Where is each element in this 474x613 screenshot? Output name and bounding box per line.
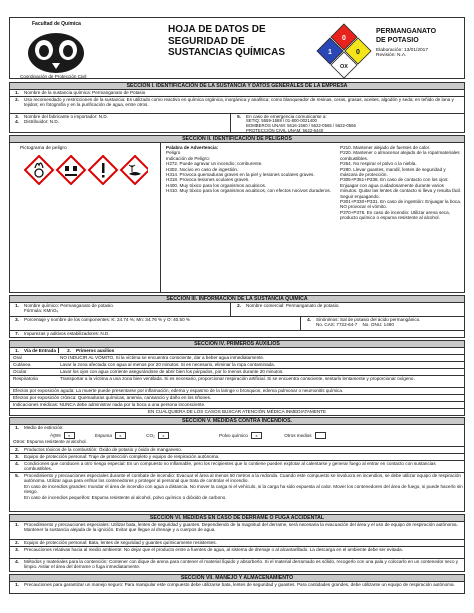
containment-methods: Métodos y materiales para la contención: Contener con dique de arena para contener el material líquido y absorberlo. Si el material derramado es sólido, recogerlo con una pala y colocarlo en un contenedor seco y limpio. Aislar el área del derrame o fuga inmediatamente. bbox=[24, 559, 459, 570]
environmental-precautions: Precauciones relativas hacia al medio ambiente: No dejar que el producto entre a fuentes de agua, al sistema de drenaje o al alcantarillado. La descarga en el ambiente debe ser evitada. bbox=[24, 547, 403, 552]
media-co2-checkbox: x bbox=[158, 432, 169, 439]
nfpa-diamond bbox=[316, 23, 372, 79]
section-2-header: SECCIÓN II. IDENTIFICACIÓN DE PELIGROS bbox=[9, 135, 465, 143]
setiq-phone: SETIQ: 5559-1588 / 01-800-0021400 bbox=[246, 118, 317, 124]
media-foam-checkbox: x bbox=[115, 432, 126, 439]
sec1-left-col: 3. Nombre del fabricante o importador: N.D. 4. Distribuidor: N.D. bbox=[10, 114, 231, 133]
extinction-label: Medio de extinción: bbox=[24, 425, 64, 430]
p-statement: P301+P330+P331. En caso de ingestión: Enjuagar la boca. NO provocar el vómito. bbox=[340, 199, 462, 210]
exclamation-icon bbox=[89, 156, 117, 184]
media-water-label: Agua bbox=[50, 433, 61, 439]
nfpa-special-value: OX bbox=[340, 64, 348, 70]
emergency-label: En caso de emergencia comunicarse a: bbox=[246, 114, 327, 119]
environment-icon bbox=[121, 156, 148, 184]
sec3-row-1 bbox=[9, 303, 465, 317]
spill-procedure: Procedimiento y precauciones especiales: Utilizar bata, lentes de seguridad y guantes. Dependiendo de la magnitud del derrame, será necesaria la evacuación del área y el uso de equipo de respiración autónoma. Mantener la sustancia alejada de la ignición. Evitar que llegue al drenaje y a cuerpos de agua. bbox=[24, 522, 458, 533]
coordination-label: Coordinación de Protección Civil bbox=[20, 74, 87, 79]
aux-header: Primeros auxilios bbox=[76, 348, 115, 353]
impurities: Impurezas y aditivos estabilizadores: N.D. bbox=[24, 331, 110, 336]
nfpa-health-value: 1 bbox=[328, 49, 332, 56]
precautionary-statements bbox=[340, 145, 462, 221]
sec5-row-5: 5. Procedimiento y precauciones especiales durante el combate de incendio: Evacuar el área al menos 50 metros a la redonda. Cuando este compuesto se involucra en incendios, se debe utilizar equipo de respiración autónoma. Utilizar agua para enfriar los contenedores y proteger al personal que trata de controlar el incendio. En caso de incendios grandes: Inundar el área de incendio con agua a distancia. No mover la carga ni el vehículo, si la carga ha sido expuesta al calor. Mover los contenedores del área de fuego, si puede hacerlo sin riesgo. En caso de incendios pequeños: Espuma resistente al alcohol, polvo químico o dióxido de carbono. bbox=[9, 473, 465, 512]
first-aid-row bbox=[9, 355, 465, 362]
first-aid-row bbox=[9, 362, 465, 369]
elaboration-date: Elaboración: 13/01/2017 bbox=[376, 48, 429, 53]
product-name-1: PERMANGANATO bbox=[376, 28, 437, 35]
sec5-row-2: 2. Productos tóxicos de la combustión: Óxido de potasio y óxido de manganeso. bbox=[9, 447, 465, 454]
sec3-components: 3. Porcentaje y nombre de los componentes: K: 24.74 %; Mn: 34.76 % y O: 40.50 % bbox=[10, 317, 301, 331]
h-statement: H400. Muy tóxico para los organismos acuáticos. bbox=[166, 182, 267, 188]
chemical-name: Nombre químico: Permanganato de potasio. bbox=[24, 303, 115, 308]
p-statement: P280. Llevar guantes, mandil, lentes de seguridad y máscara de protección. bbox=[340, 166, 446, 178]
ghs-pictograms bbox=[24, 155, 148, 185]
large-fires: En caso de incendios grandes: Inundar el área de incendio con agua a distancia. No mover la carga ni el vehículo, si la carga ha sido expuesta al calor. Mover los contenedores del área de fuego, si puede hacerlo sin riesgo. bbox=[24, 483, 463, 495]
sec6-row-2: 2. Equipo de protección personal: Bata, lentes de seguridad y guantes químicamente resistentes. bbox=[9, 540, 465, 547]
header bbox=[9, 17, 465, 79]
special-risk: Condiciones que conducen a otro riesgo especial: Es un compuesto no inflamable, pero los recipientes que lo contiene pueden explotar al calentarse y generar fuego al entrar en contacto con sustancias combustibles. bbox=[24, 461, 436, 472]
corrosive-icon bbox=[57, 156, 85, 184]
via-header: Vía de Entrada bbox=[24, 348, 56, 353]
sec5-row-3: 3. Equipo de protección personal: Traje de protección completo y equipo de respiración autónoma. bbox=[9, 454, 465, 461]
first-aid-row bbox=[9, 369, 465, 376]
fire-ppe: Equipo de protección personal: Traje de protección completo y equipo de respiración autónoma. bbox=[24, 454, 220, 459]
media-powder-checkbox: x bbox=[251, 432, 262, 439]
first-aid-row bbox=[9, 376, 465, 388]
bomberos-phone: BOMBEROS UNAM: 5616-1560 / 5622-0565 / 5622-0566 bbox=[246, 123, 356, 128]
h-statement: H410. Muy tóxico para los organismos acuáticos, con efectos nocivos duraderos. bbox=[166, 188, 331, 194]
oxidizer-icon bbox=[25, 156, 53, 184]
nfpa-fire-value: 0 bbox=[342, 35, 346, 42]
sec3-right: 2. Nombre comercial: Permanganato de potasio. bbox=[237, 303, 340, 308]
recommended-use: Uso recomendado y restricciones de la sustancia: Es utilizado como reactivo en química orgánica, inorgánica y analítica; como blanqueador de resinas, ceras, grasas, aceites, algodón y seda; en teñido de lana y tejidos; en fotografía y en la purificación de agua, entre otros. bbox=[24, 97, 454, 108]
proteccion-civil-phone: PROTECCIÓN CIVIL UNAM: 5622-6440 bbox=[246, 127, 324, 133]
medical-attention-banner: EN CUALQUIERA DE LOS CASOS BUSCAR ATENCIÓN MÉDICA INMEDIATAMENTE bbox=[9, 409, 465, 416]
chemical-formula: Fórmula: KMnO₄ bbox=[24, 308, 59, 314]
section-4-header: SECCIÓN IV. PRIMEROS AUXILIOS bbox=[9, 340, 465, 348]
small-fires: En caso de incendios pequeños: Espuma resistente al alcohol, polvo químico o dióxido de carbono. bbox=[24, 494, 227, 500]
signal-word: Peligro bbox=[166, 150, 181, 156]
h-statement: H272. Puede agravar un incendio; comburente. bbox=[166, 161, 263, 167]
sec7-row-1: 1. Precauciones para garantizar un manejo seguro: Para manipular este compuesto debe utilizarse bata, lentes de seguridad y guantes. Para cantidades grandes, debe utilizarse un equipo de respiración autónoma. bbox=[9, 582, 465, 594]
section-1-header: SECCIÓN I. IDENTIFICACIÓN DE LA SUSTANCIA Y DATOS GENERALES DE LA EMPRESA bbox=[9, 82, 465, 90]
first-aid-text: NO INDUCIR AL VÓMITO. Si la víctima se encuentra consciente, dar a beber agua inmediatamente. bbox=[60, 355, 265, 360]
p-statement: P220. Mantener o almacenar alejado de la ropa/materiales combustibles. bbox=[340, 150, 460, 161]
route-dermal: Cutánea bbox=[13, 362, 31, 367]
nfpa-reactivity-value: 0 bbox=[356, 49, 360, 56]
pictograms-col bbox=[10, 143, 161, 293]
p-statement: P210. Mantener alejado de fuentes de calor. bbox=[340, 145, 431, 150]
section-5-header: SECCIÓN V. MEDIDAS CONTRA INCENDIOS. bbox=[9, 417, 465, 425]
title-line-2: SEGURIDAD DE bbox=[168, 35, 245, 47]
sec3-row-3: 7. Impurezas y aditivos estabilizadores: N.D. bbox=[9, 331, 465, 338]
sec2-body bbox=[9, 143, 465, 293]
combustion-products: Productos tóxicos de la combustión: Óxido de potasio y óxido de manganeso. bbox=[24, 447, 183, 452]
first-aid-text: Transportar a la víctima a una zona bien ventilada. Si es necesario, proporcionar respiración artificial. Si se encuentra consciente, sentarlo lentamente y proporcionar oxígeno. bbox=[60, 376, 415, 381]
other-media-text: Otros: Espuma resistente al alcohol. bbox=[13, 439, 87, 445]
media-powder-label: Polvo químico bbox=[219, 433, 248, 439]
faculty-label: Facultad de Química bbox=[32, 21, 81, 27]
first-aid-text: Lavar los ojos con agua corriente asegurándose de abrir bien los párpados, por lo menos durante 20 minutos. bbox=[60, 369, 284, 374]
first-aid-table-header: 1. Vía de Entrada 2. Primeros auxilios bbox=[9, 348, 465, 355]
manufacturer: Nombre del fabricante o importador: N.D. bbox=[24, 114, 108, 119]
product-header bbox=[376, 28, 464, 58]
title-line-3: SUSTANCIAS QUÍMICAS bbox=[168, 47, 286, 58]
document-title bbox=[168, 24, 308, 59]
p-statement: P264. No respirar el polvo o la niebla. bbox=[340, 161, 417, 167]
distributor: Distribuidor: N.D. bbox=[24, 119, 59, 125]
media-water-checkbox: x bbox=[64, 432, 75, 439]
sec6-row-4: 4. Métodos y materiales para la contención: Contener con dique de arena para contener el material líquido y absorberlo. Si el material derramado es sólido, recogerlo con una pala y colocarlo en un contenedor seco y limpio. Aislar el área del derrame o fuga inmediatamente. bbox=[9, 559, 465, 572]
first-aid-text: Lavar la zona afectada con agua al menos por 20 minutos. Si es necesario, eliminar la ropa contaminada. bbox=[60, 362, 276, 367]
h-statement: H302. Nocivo en caso de ingestión. bbox=[166, 166, 239, 172]
sec1-row-3 bbox=[9, 114, 465, 133]
medical-indications: Indicaciones médicas: NUNCA debe administrar nada por la boca a una persona inconsciente. bbox=[9, 402, 465, 409]
extinction-media: 1. Medio de extinción: Agua x Espuma x CO₂ x Polvo químico x Otros medios Otros: Espuma resistente al alcohol. bbox=[9, 425, 465, 447]
hazard-statements bbox=[166, 145, 336, 194]
cas-number: No. CAS: 7722-64-7 bbox=[316, 322, 358, 328]
components: Porcentaje y nombre de los componentes: K: 24.74 %; Mn: 34.76 % y O: 40.50 % bbox=[24, 317, 190, 322]
revision-label: Revisión: N.A. bbox=[376, 53, 407, 58]
pictogram-label: Pictograma de peligro bbox=[20, 146, 67, 151]
warning-word-label: Palabra de Advertencia: bbox=[166, 145, 219, 150]
p-statement: P370+P378. En caso de incendio: Utilizar arena seca, producto químico o espuma resistente al alcohol. bbox=[340, 209, 450, 221]
product-name-2: DE POTASIO bbox=[376, 36, 419, 44]
sec3-left: 1. Nombre químico: Permanganato de potasio. Fórmula: KMnO₄ bbox=[10, 303, 231, 317]
sec6-row-3: 3. Precauciones relativas hacia al medio ambiente: No dejar que el producto entre a fuentes de agua, al sistema de drenaje o al alcantarillado. La descarga en el ambiente debe ser evitada. bbox=[9, 547, 465, 559]
sec6-row-1: 1. Procedimiento y precauciones especiales: Utilizar bata, lentes de seguridad y guantes. Dependiendo de la magnitud del derrame, será necesaria la evacuación del área y el uso de equipo de respiración autónoma. Mantener la sustancia alejada de la ignición. Evitar que llegue al drenaje y a cuerpos de agua. bbox=[9, 522, 465, 540]
h-statement: H318. Provoca lesiones oculares graves. bbox=[166, 177, 250, 183]
sec1-emergency: 5. En caso de emergencia comunicarse a: SETIQ: 5559-1588 / 01-800-0021400 BOMBEROS UNAM: 5616-1560 / 5622-0565 / 5622-0566 PROTECCIÓN CIVIL UNAM: 5622-6440 bbox=[232, 114, 464, 133]
sec1-row-2: 2. Uso recomendado y restricciones de la sustancia: Es utilizado como reactivo en química orgánica, inorgánica y analítica; como blanqueador de resinas, ceras, grasas, aceites, algodón y seda; en teñido de lana y tejidos; en fotografía y en la purificación de agua, entre otros. bbox=[9, 97, 465, 114]
media-other-checkbox bbox=[315, 432, 326, 439]
acute-effects: Efectos por exposición aguda: La muerte puede presentarse por inflamación, edema y espasmo de la laringe o bronquios, edema pulmonar o neumonitis química. bbox=[9, 388, 465, 395]
h-statement: H314. Provoca quemaduras graves en la piel y lesiones oculares graves. bbox=[166, 172, 315, 178]
safe-handling: Precauciones para garantizar un manejo seguro: Para manipular este compuesto debe utilizarse bata, lentes de seguridad y guantes. Para cantidades grandes, debe utilizarse un equipo de respiración autónoma. bbox=[24, 582, 455, 587]
commercial-name: Nombre comercial: Permanganato de potasio. bbox=[246, 303, 340, 308]
media-options bbox=[10, 432, 464, 439]
media-other-label: Otros medios bbox=[284, 433, 312, 439]
title-line-1: HOJA DE DATOS DE bbox=[168, 24, 266, 35]
sec3-row-2 bbox=[9, 317, 465, 331]
media-foam-label: Espuma bbox=[95, 433, 112, 439]
synonyms: Sinónimos: Sal de potasio del ácido permangánico. bbox=[316, 317, 421, 322]
route-oral: Oral bbox=[13, 355, 22, 360]
chronic-effects: Efectos por exposición crónica: Quemaduras químicas, anemia, cansancio y daño en los riñones. bbox=[9, 395, 465, 402]
sec5-row-4: 4. Condiciones que conducen a otro riesgo especial: Es un compuesto no inflamable, pero los recipientes que lo contiene pueden explotar al calentarse y generar fuego al entrar en contacto con sustancias combustibles. bbox=[9, 461, 465, 473]
section-7-header: SECCIÓN VII. MANEJO Y ALMACENAMIENTO bbox=[9, 574, 465, 582]
sec3-ids: 4. Sinónimos: Sal de potasio del ácido permangánico. No. CAS: 7722-64-7 No. ONU: 1490 bbox=[307, 317, 421, 328]
unam-logo bbox=[24, 31, 88, 77]
section-6-header: SECCIÓN VI. MEDIDAS EN CASO DE DERRAME O FUGA ACCIDENTAL bbox=[9, 514, 465, 522]
un-number: No. ONU: 1490 bbox=[362, 322, 394, 328]
sec1-row-1: 1. Nombre de la sustancia química: Permanganato de Potasio bbox=[9, 90, 465, 97]
firefighting-procedure: Procedimiento y precauciones especiales durante el combate de incendio: Evacuar el área al menos 50 metros a la redonda. Cuando este compuesto se involucra en incendios, se debe utilizar equipo de respiración autónoma. Utilizar agua para enfriar los contenedores y proteger al personal que trata de controlar el incendio. bbox=[24, 473, 461, 484]
section-3-header: SECCIÓN III. INFORMACIÓN DE LA SUSTANCIA QUÍMICA bbox=[9, 295, 465, 303]
media-co2-label: CO₂ bbox=[146, 433, 155, 439]
route-ocular: Ocular bbox=[13, 369, 27, 374]
route-inhalation: Respiratoria bbox=[13, 376, 38, 381]
spill-ppe: Equipo de protección personal: Bata, lentes de seguridad y guantes químicamente resistentes. bbox=[24, 540, 217, 545]
hazard-indication-label: Indicación de Peligro: bbox=[166, 155, 210, 161]
substance-name: Nombre de la sustancia química: Permanganato de Potasio bbox=[24, 90, 146, 95]
p-statement: P305+P351+P338. En caso de contacto con los ojos: Enjuagar con agua cuidadosamente durante varios minutos. Quitar las lentes de contacto si lleva y resulta fácil. Seguir enjuagando. bbox=[340, 177, 462, 199]
